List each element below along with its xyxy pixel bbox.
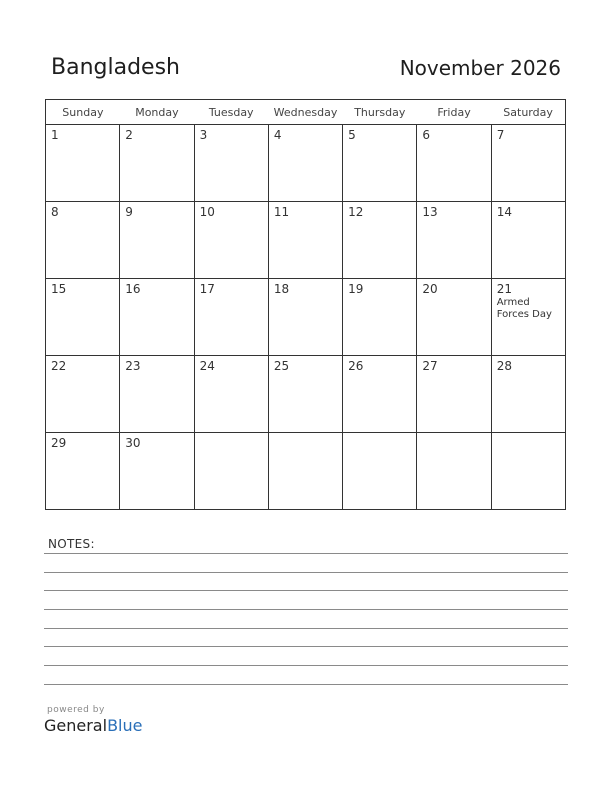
day-number: 28 — [496, 359, 512, 373]
day-cell — [343, 202, 417, 279]
week-row — [46, 433, 566, 510]
brand-blue: Blue — [107, 716, 143, 735]
day-cell — [491, 202, 565, 279]
day-cell — [491, 279, 565, 356]
weekday-header: Monday — [120, 100, 194, 125]
day-number: 17 — [199, 282, 215, 296]
day-cell — [343, 356, 417, 433]
day-cell — [417, 356, 491, 433]
day-cell — [343, 279, 417, 356]
day-cell — [120, 202, 194, 279]
day-cell — [268, 202, 342, 279]
day-number: 26 — [348, 359, 364, 373]
week-row — [46, 202, 566, 279]
weekday-header: Wednesday — [268, 100, 342, 125]
day-cell — [417, 433, 491, 510]
day-number: 6 — [422, 128, 431, 142]
day-cell — [120, 356, 194, 433]
day-number: 4 — [273, 128, 282, 142]
day-number: 12 — [348, 205, 364, 219]
day-number: 11 — [273, 205, 290, 219]
week-row — [46, 125, 566, 202]
day-cell — [46, 279, 120, 356]
country-title: Bangladesh — [51, 55, 180, 80]
day-cell — [417, 279, 491, 356]
day-cell — [120, 433, 194, 510]
week-row — [46, 279, 566, 356]
note-line — [44, 553, 568, 554]
weekday-header-row — [46, 100, 566, 125]
day-cell — [194, 279, 268, 356]
day-number: 22 — [51, 359, 67, 373]
day-number: 9 — [125, 205, 133, 219]
weekday-header: Thursday — [343, 100, 417, 125]
day-number: 8 — [51, 205, 59, 219]
day-cell — [120, 125, 194, 202]
day-number: 2 — [125, 128, 133, 142]
notes-label: NOTES: — [48, 537, 95, 551]
day-cell — [194, 202, 268, 279]
day-number: 7 — [496, 128, 505, 142]
day-cell — [194, 125, 268, 202]
day-number: 15 — [51, 282, 67, 296]
calendar-grid — [45, 99, 566, 510]
day-cell — [491, 356, 565, 433]
day-number: 5 — [348, 128, 356, 142]
day-cell — [46, 202, 120, 279]
day-cell — [343, 125, 417, 202]
day-number: 10 — [199, 205, 215, 219]
day-cell — [46, 433, 120, 510]
day-number: 21 — [496, 282, 512, 296]
day-number: 25 — [273, 359, 290, 373]
weekday-header: Tuesday — [194, 100, 268, 125]
day-number: 20 — [422, 282, 438, 296]
week-row — [46, 356, 566, 433]
brand-logo — [44, 716, 142, 735]
day-number: 3 — [199, 128, 208, 142]
day-number: 19 — [348, 282, 364, 296]
weekday-header: Saturday — [491, 100, 565, 125]
holiday-label: Armed Forces Day — [496, 297, 552, 320]
day-number: 16 — [125, 282, 141, 296]
note-line — [44, 646, 568, 647]
day-cell — [268, 125, 342, 202]
day-cell — [46, 356, 120, 433]
note-line — [44, 628, 568, 629]
day-cell — [268, 433, 342, 510]
day-cell — [268, 356, 342, 433]
day-cell — [194, 356, 268, 433]
note-line — [44, 572, 568, 573]
day-number: 18 — [273, 282, 290, 296]
weekday-header: Friday — [417, 100, 491, 125]
day-number: 23 — [125, 359, 141, 373]
day-cell — [417, 125, 491, 202]
day-number: 13 — [422, 205, 438, 219]
day-cell — [491, 433, 565, 510]
brand-general: General — [44, 716, 108, 735]
powered-by-text: powered by — [47, 705, 105, 715]
day-cell — [194, 433, 268, 510]
day-number: 29 — [51, 436, 67, 450]
day-number: 24 — [199, 359, 215, 373]
day-number: 14 — [496, 205, 512, 219]
day-cell — [120, 279, 194, 356]
day-number: 30 — [125, 436, 141, 450]
weekday-header: Sunday — [46, 100, 120, 125]
day-cell — [268, 279, 342, 356]
note-line — [44, 609, 568, 610]
note-line — [44, 665, 568, 666]
month-title: November 2026 — [399, 56, 561, 80]
note-line — [44, 684, 568, 685]
day-number: 1 — [51, 128, 59, 142]
day-number: 27 — [422, 359, 438, 373]
day-cell — [417, 202, 491, 279]
day-cell — [491, 125, 565, 202]
day-cell — [343, 433, 417, 510]
day-cell — [46, 125, 120, 202]
note-line — [44, 590, 568, 591]
